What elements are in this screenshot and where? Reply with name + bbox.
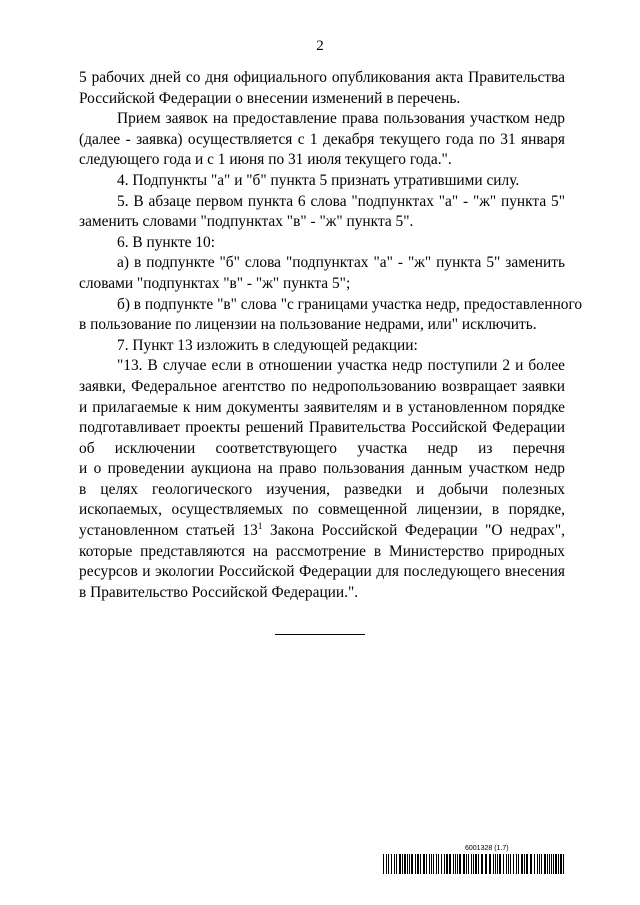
text-line: ископаемых, осуществляемых по совмещенной лицензии, в порядке, (79, 501, 565, 519)
barcode-bar (383, 854, 384, 874)
barcode-bar (471, 854, 472, 874)
barcode-bar (544, 854, 546, 874)
barcode-bar (499, 854, 501, 874)
barcode-bar (417, 854, 419, 874)
barcode-bar (429, 854, 430, 874)
barcode-bar (426, 854, 427, 874)
barcode-bar (420, 854, 421, 874)
barcode-bar (391, 854, 392, 874)
text-line: 7. Пункт 13 изложить в следующей редакции: (117, 336, 418, 354)
text-line: 5 рабочих дней со дня официального опубликования акта Правительства (79, 69, 565, 86)
barcode-bar (537, 854, 538, 874)
text-line: в Правительство Российской Федерации.". (79, 583, 359, 601)
barcode-bar (431, 854, 432, 874)
text-line: а) в подпункте "б" слова "подпунктах "а" - "ж" пункта 5" заменить (117, 254, 565, 272)
barcode-bar (407, 854, 408, 874)
barcode-bar (516, 854, 517, 874)
barcode-bar (555, 854, 557, 874)
barcode-bar (493, 854, 494, 874)
barcode-bar (457, 854, 458, 874)
barcode-bar (475, 854, 477, 874)
text-line: заменить словами "подпунктах "в" - "ж" пункта 5". (79, 213, 414, 231)
barcode-bar (526, 854, 528, 874)
barcode-bar (455, 854, 456, 874)
text-line: Российской Федерации о внесении изменений в перечень. (79, 89, 461, 107)
barcode-bar (478, 854, 479, 874)
text-line: 6. В пункте 10: (117, 233, 216, 251)
barcode-bar (404, 854, 406, 874)
barcode-bar (485, 854, 487, 874)
text-line: "13. В случае если в отношении участка недр поступили 2 и более (117, 357, 565, 375)
text-line: в целях геологического изучения, разведки и добычи полезных (79, 480, 565, 498)
superscript: 1 (257, 522, 263, 533)
text-line: следующего года и с 1 июня по 31 июля текущего года.". (79, 151, 452, 169)
text-line: б) в подпункте "в" слова "с границами участка недр, предоставленного (117, 295, 583, 313)
barcode-bar (386, 854, 387, 874)
barcode-bar (508, 854, 509, 874)
barcode-bar (463, 854, 465, 874)
barcode-bar (506, 854, 507, 874)
barcode-bar (436, 854, 437, 874)
barcode-bar (563, 854, 564, 874)
text-line: в пользование по лицензии на пользование недрами, или" исключить. (79, 316, 537, 334)
text-line-with-superscript (79, 521, 565, 542)
text-line: которые представляются на рассмотрение в Министерство природных (79, 542, 565, 560)
barcode-bar (415, 854, 416, 874)
barcode-bar (409, 854, 410, 874)
barcode-bar (518, 854, 519, 874)
barcode-bar (453, 854, 454, 874)
text-line: 4. Подпункты "а" и "б" пункта 5 признать утратившими силу. (117, 171, 520, 189)
text-line: заявки, Федеральное агентство по недропользованию возвращает заявки (79, 377, 565, 395)
barcode-bar (411, 854, 413, 874)
barcode-bar (539, 854, 540, 874)
barcode-bar (466, 854, 467, 874)
barcode-bar (459, 854, 461, 874)
barcode-bar (394, 854, 395, 874)
document-code: 6001328 (1.7) (465, 845, 509, 852)
barcode-bar (510, 854, 511, 874)
barcode-bar (553, 854, 554, 874)
barcode-bar (521, 854, 523, 874)
barcode-bar (549, 854, 550, 874)
text-line: (далее - заявка) осуществляется с 1 декабря текущего года по 31 января (79, 130, 565, 148)
barcode-bar (534, 854, 535, 874)
barcode-bar (388, 854, 389, 874)
page-number: 2 (316, 38, 324, 54)
text-line: и о проведении аукциона на право пользования данным участком недр (79, 460, 565, 478)
text-line: подготавливает проекты решений Правительства Российской Федерации (79, 419, 565, 437)
document-body (79, 68, 583, 603)
text-line: Прием заявок на предоставление права пользования участком недр (117, 110, 565, 128)
barcode-bar (481, 854, 483, 874)
barcode-bar (473, 854, 474, 874)
barcode-bar (497, 854, 498, 874)
text-line: 5. В абзаце первом пункта 6 слова "подпунктах "а" - "ж" пункта 5" (117, 192, 565, 210)
text-line: об исключении соответствующего участка недр из перечня (79, 439, 565, 457)
barcode (383, 854, 565, 874)
barcode-bar (402, 854, 403, 874)
text-line: и прилагаемые к ним документы заявителям и в установленном порядке (79, 398, 565, 416)
barcode-bar (530, 854, 532, 874)
barcode-bar (468, 854, 469, 874)
barcode-bar (513, 854, 514, 874)
text-line: словами "подпунктах "в" - "ж" пункта 5"; (79, 274, 351, 292)
barcode-bar (503, 854, 504, 874)
barcode-bar (396, 854, 397, 874)
barcode-bar (423, 854, 425, 874)
barcode-bar (399, 854, 401, 874)
barcode-bar (446, 854, 448, 874)
text-line: ресурсов и экологии Российской Федерации для последующего внесения (79, 563, 565, 581)
barcode-bar (489, 854, 491, 874)
barcode-bar (558, 854, 559, 874)
barcode-bar (444, 854, 445, 874)
barcode-bar (433, 854, 434, 874)
text-fragment: Закона Российской Федерации "О недрах", (262, 522, 566, 540)
barcode-bar (547, 854, 548, 874)
barcode-bar (541, 854, 542, 874)
barcode-bar (449, 854, 451, 874)
barcode-bar (438, 854, 439, 874)
barcode-bar (560, 854, 562, 874)
barcode-bar (495, 854, 496, 874)
barcode-bar (524, 854, 525, 874)
barcode-bar (551, 854, 552, 874)
barcode-bar (441, 854, 442, 874)
text-fragment: установленном статьей 13 (79, 522, 258, 540)
separator-line (275, 634, 365, 635)
